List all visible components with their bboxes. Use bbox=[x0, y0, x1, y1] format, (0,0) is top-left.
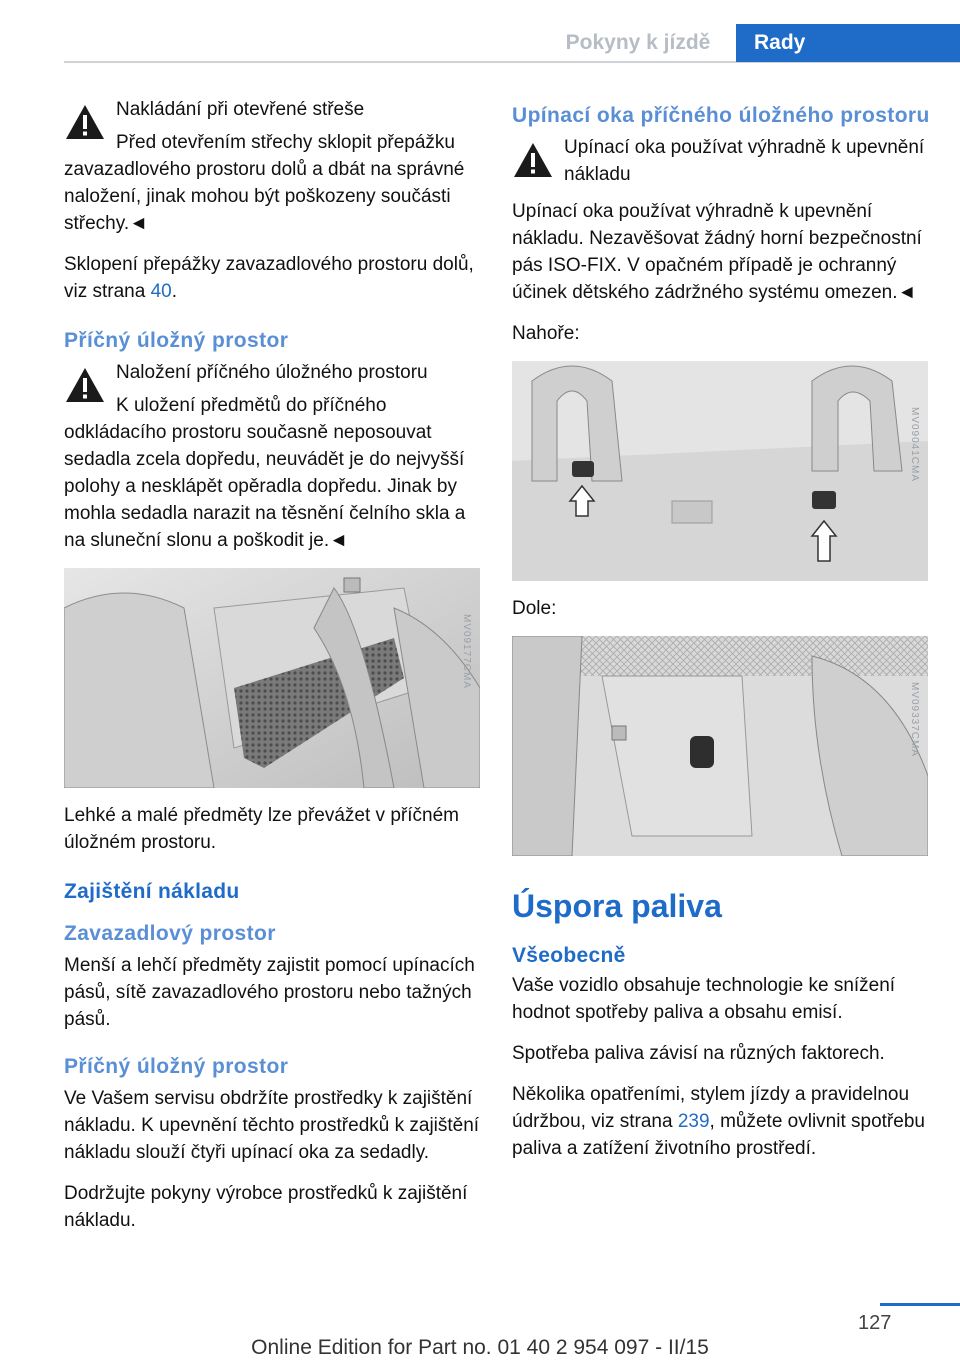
page-number: 127 bbox=[858, 1312, 892, 1334]
label-top: Nahoře: bbox=[512, 323, 580, 344]
paragraph: Spotřeba paliva závisí na různých faktorech. bbox=[512, 1043, 885, 1064]
cross-storage-photo bbox=[64, 568, 480, 788]
section-heading: Upínací oka příčného úložného prostoru bbox=[512, 104, 930, 127]
warning-icon bbox=[512, 140, 554, 180]
paragraph: Vaše vozidlo obsahuje technologie ke snížení hodnot spotřeby paliva a obsahu emisí. bbox=[512, 975, 896, 1023]
bottom-eyes-photo bbox=[512, 636, 928, 856]
left-column bbox=[64, 96, 484, 1248]
subsection-heading: Příčný úložný prostor bbox=[64, 1055, 289, 1078]
paragraph: Menší a lehčí předměty zajistit pomocí upínacích pásů, sítě zavazadlového prostoru nebo tažných pásů. bbox=[64, 955, 475, 1030]
image-code: MV09041CMA bbox=[908, 406, 920, 483]
subsection-heading: Zavazadlový prostor bbox=[64, 922, 276, 945]
text: , můžete ovlivnit spotřebu paliva a zatížení životního prostředí. bbox=[512, 1111, 925, 1159]
footer-rule bbox=[880, 1303, 960, 1306]
section-heading: Zajištění nákladu bbox=[64, 880, 240, 903]
section-heading: Příčný úložný prostor bbox=[64, 329, 289, 352]
section-tab[interactable]: Pokyny k jízdě bbox=[565, 31, 711, 54]
image-code: MV09177CMA bbox=[460, 613, 472, 690]
image-code: MV09337CMA bbox=[908, 681, 920, 758]
paragraph: Ve Vašem servisu obdržíte prostředky k zajištění nákladu. K upevnění těchto prostředků k zajištění nákladu slouží čtyři upínací oka za sedadly. bbox=[64, 1088, 480, 1163]
paragraph bbox=[512, 1081, 934, 1162]
warning-block bbox=[64, 96, 484, 237]
page-link[interactable]: 239 bbox=[677, 1111, 710, 1132]
paragraph: Dodržujte pokyny výrobce prostředků k zajištění nákladu. bbox=[64, 1183, 468, 1231]
warning-block bbox=[512, 134, 934, 188]
right-column bbox=[512, 96, 934, 1176]
text: Několika opatřeními, stylem jízdy a pravidelnou údržbou, viz strana bbox=[512, 1084, 910, 1132]
label-bottom: Dole: bbox=[512, 598, 557, 619]
text: Sklopení přepážky zavazadlového prostoru dolů, viz strana bbox=[64, 254, 474, 302]
warning-text: Před otevřením střechy sklopit přepážku zavazadlového prostoru dolů a dbát na správné naložení, jinak mohou být poškozeny součásti střechy.◄ bbox=[64, 132, 465, 234]
warning-icon bbox=[64, 365, 106, 405]
warning-title: Naložení příčného úložného prostoru bbox=[116, 362, 428, 383]
paragraph: Lehké a malé předměty lze převážet v příčném úložném prostoru. bbox=[64, 805, 459, 853]
warning-title: Nakládání při otevřené střeše bbox=[116, 99, 365, 120]
chapter-tab[interactable]: Rady bbox=[736, 24, 960, 62]
section-heading: Všeobecně bbox=[512, 944, 626, 967]
page-link[interactable]: 40 bbox=[150, 281, 172, 302]
warning-title: Upínací oka používat výhradně k upevnění nákladu bbox=[564, 137, 925, 185]
warning-icon bbox=[64, 102, 106, 142]
paragraph bbox=[64, 251, 484, 305]
chapter-heading: Úspora paliva bbox=[512, 888, 722, 924]
text: . bbox=[171, 281, 178, 302]
top-eyes-photo bbox=[512, 361, 928, 581]
paragraph: Upínací oka používat výhradně k upevnění nákladu. Nezavěšovat žádný horní bezpečnostní pás ISO-FIX. V opačném případě je ochranný účinek dětského zádržného systému omezen.◄ bbox=[512, 201, 922, 303]
edition-line: Online Edition for Part no. 01 40 2 954 097 - II/15 bbox=[251, 1336, 709, 1359]
warning-text: K uložení předmětů do příčného odkládacího prostoru současně neposouvat sedadla zcela dopředu, neuvádět je do nejvyšší polohy a nesklápět opěradla dopředu. Jinak by mohla sedadla narazit na těsnění čelního skla a na sluneční slonu a poškodit je.◄ bbox=[64, 395, 466, 551]
warning-block bbox=[64, 359, 484, 554]
